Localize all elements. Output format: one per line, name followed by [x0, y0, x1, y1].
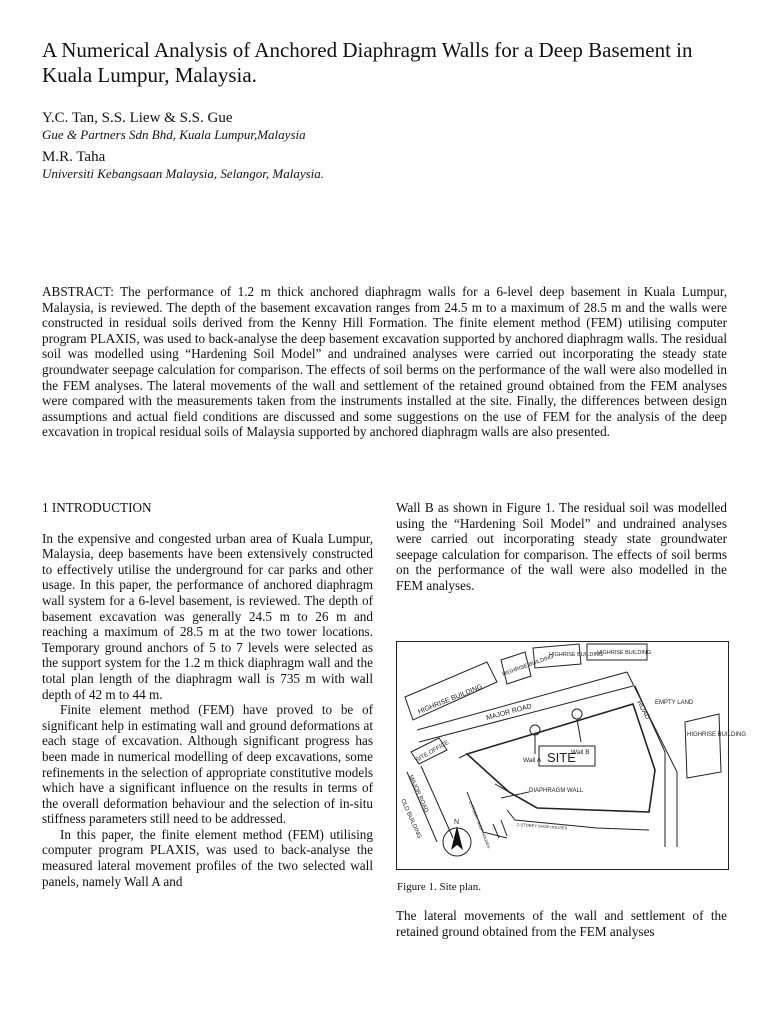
diaphragm-wall-leader [501, 792, 529, 798]
label-site: SITE [547, 750, 576, 765]
authors-primary: Y.C. Tan, S.S. Liew & S.S. Gue [42, 110, 233, 126]
intro-paragraph-1: In the expensive and congested urban area of Kuala Lumpur, Malaysia, deep basements have been extensively constructed to effectively utilise the underground for car parks and other usage. In this paper, the performance of anchored diaphragm wall system for a 6-level basement, is reviewed. The depth of basement excavation was generally 24.5 m to 26 m and reaching a maximum of 28.5 m at the two tower locations. Temporary ground anchors of 5 to 7 levels were selected as the support system for the 1.2 m thick diaphragm wall and the total plan length of the diaphragm wall is 735 m with wall depth of 42 m to 44 m. [42, 530, 373, 702]
label-empty-land: EMPTY LAND [655, 700, 694, 706]
label-diaphragm-wall: DIAPHRAGM WALL [529, 788, 584, 794]
section-heading: 1 INTRODUCTION [42, 500, 152, 515]
label-shop-houses-2: 2-STOREY SHOP HOUSES [516, 822, 568, 831]
site-plan-map [397, 642, 747, 869]
label-old-building: OLD BUILDING [399, 798, 422, 840]
right-column-top [396, 500, 727, 594]
right-paragraph-1: Wall B as shown in Figure 1. The residual soil was modelled using the “Hardening Soil Model” and undrained analyses were carried out incorporating steady state groundwater seepage calculation for comparison. The effects of soil berms on the performance of the wall were also modelled in the FEM analyses. [396, 500, 727, 593]
paper-title: A Numerical Analysis of Anchored Diaphragm Walls for a Deep Basement in Kuala Lumpur, Malaysia. [42, 38, 693, 87]
label-wall-a: Wall A [523, 757, 542, 764]
site-plan-figure [396, 641, 747, 870]
label-highrise-top3: HIGHRISE BUILDING [597, 650, 652, 656]
author-block [42, 110, 324, 182]
wall-b-marker [572, 709, 582, 719]
north-arrow-icon [443, 826, 471, 856]
intro-paragraph-2: Finite element method (FEM) have proved to be of significant help in estimating wall and ground deformations at each stage of excavation. Although significant progress has been made in numerical modelling of deep excavations, some refinements in the selection of appropriate constitutive models which have a significant influence on the results in terms of the overall deformation behaviour and the selection of in-situ stiffness parameters still need to be addressed. [42, 702, 373, 827]
label-highrise-top2: HIGHRISE BUILDING [549, 652, 604, 658]
wall-ticks [459, 754, 509, 792]
label-wall-b: Wall B [571, 749, 590, 756]
abstract: ABSTRACT: The performance of 1.2 m thick anchored diaphragm walls for a 6-level deep basement in Kuala Lumpur, Malaysia, is reviewed. The depth of the basement excavation ranges from 24.5 m to a maximum of 28.5 m and the walls were constructed in residual soils derived from the Kenny Hill Formation. The finite element method (FEM) utilising computer program PLAXIS, was used to back-analyse the deep basement excavation supported by anchored diaphragm walls. The residual soil was modelled using “Hardening Soil Model” and undrained analyses were carried out incorporating the steady state groundwater seepage calculation for comparison. The effects of soil berms on the performance of the wall were also modelled in the FEM analyses. The lateral movements of the wall and settlement of the retained ground obtained from the FEM analyses were compared with the measurements taken from the instruments installed at the site. Finally, the differences between design assumptions and actual field conditions are discussed and some suggestions on the use of FEM for the analysis of the deep excavation in tropical residual soils of Malaysia supported by anchored diaphragm walls are also presented. [42, 284, 727, 440]
label-north: N [454, 819, 460, 826]
authors-secondary: M.R. Taha [42, 149, 106, 165]
intro-paragraph-3: In this paper, the finite element method (FEM) utilising computer program PLAXIS, was used to back-analyse the measured lateral movement profiles of the two selected wall panels, namely Wall A and [42, 826, 373, 889]
wall-b-leader [577, 719, 581, 742]
label-highrise-right: HIGHRISE BUILDING [687, 732, 747, 738]
label-major-road-top: MAJOR ROAD [485, 703, 533, 722]
label-shop-houses-1: 2-STOREY SHOP HOUSES [468, 800, 492, 849]
shop-houses-1-outline [467, 792, 507, 838]
figure-caption: Figure 1. Site plan. [397, 881, 482, 893]
label-major-road-left: MAJOR ROAD [407, 774, 429, 814]
left-column [42, 500, 373, 889]
right-paragraph-2: The lateral movements of the wall and settlement of the retained ground obtained from the FEM analyses [396, 908, 727, 939]
label-site-office: SITE OFFICE [415, 740, 451, 764]
right-column-bottom [396, 908, 727, 939]
affiliation-secondary: Universiti Kebangsaan Malaysia, Selangor, Malaysia. [42, 166, 325, 181]
label-highrise-left: HIGHRISE BUILDING [417, 683, 484, 716]
label-road-right: ROAD [635, 699, 651, 721]
affiliation-primary: Gue & Partners Sdn Bhd, Kuala Lumpur,Malaysia [42, 127, 306, 142]
highrise-right-shape [685, 714, 721, 778]
label-highrise-top1: HIGHRISE BUILDING [501, 653, 555, 678]
